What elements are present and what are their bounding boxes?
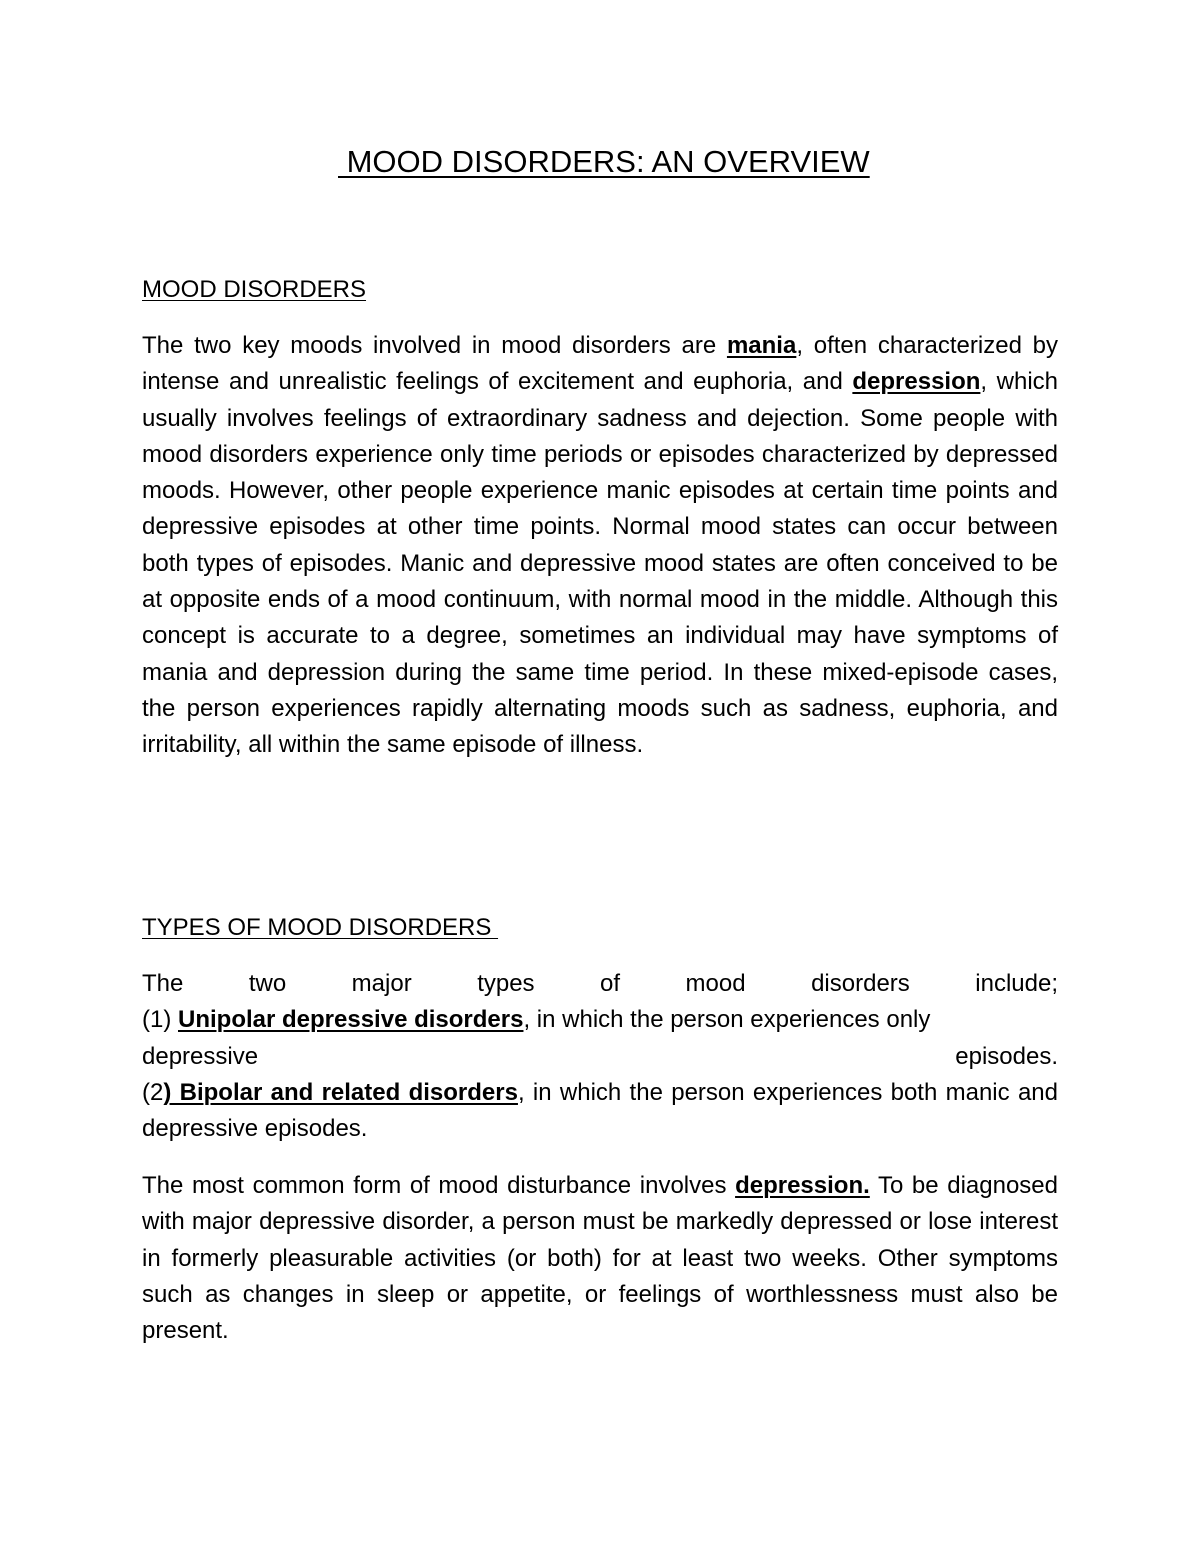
list-intro: The two major types of mood disorders include; — [142, 970, 1058, 997]
list-item-text: , in which the person experiences both manic and depressive episodes. — [142, 1078, 1058, 1143]
section-heading-mood-disorders: MOOD DISORDERS — [142, 276, 367, 303]
list-item-unipolar-continued: depressive episodes. — [142, 1042, 1058, 1070]
section-heading-types: TYPES OF MOOD DISORDERS — [142, 914, 499, 941]
key-term-mania: mania — [726, 332, 797, 359]
paragraph-text: To be diagnosed with major depressive disorder, a person must be markedly depressed or lose interest in formerly pleasurable activities (or both) for at least two weeks. Other symptoms such as changes in sleep or appetite, or feelings of worthlessness must also be present. — [142, 1172, 1058, 1345]
list-item-unipolar — [142, 1002, 1058, 1038]
list-item-text: , in which the person experiences only — [523, 1006, 931, 1034]
paragraph-text: The most common form of mood disturbance involves — [142, 1172, 736, 1199]
list-item-bipolar — [142, 1075, 1058, 1148]
list-item-number: (2 — [142, 1078, 164, 1106]
list-item-number: (1) — [142, 1006, 178, 1034]
paragraph-mood-disorders — [142, 328, 1058, 764]
paragraph-text: , which usually involves feelings of extraordinary sadness and dejection. Some people with mood disorders experience only time periods or episodes characterized by depressed moods. However, other people experience manic episodes at certain time points and depressive episodes at other time points. Normal mood states can occur between both types of episodes. Manic and depressive mood states are often conceived to be at opposite ends of a mood continuum, with normal mood in the middle. Although this concept is accurate to a degree, sometimes an individual may have symptoms of mania and depression during the same time period. In these mixed-episode cases, the person experiences rapidly alternating moods such as sadness, euphoria, and irritability, all within the same episode of illness. — [142, 368, 1058, 759]
key-term-unipolar: Unipolar depressive disorders — [178, 1006, 524, 1034]
paragraph-text: The two key moods involved in mood disorders are — [142, 332, 727, 359]
paragraph-depression — [142, 1168, 1058, 1349]
types-list — [142, 966, 1058, 1147]
page-title: MOOD DISORDERS: AN OVERVIEW — [338, 144, 870, 179]
paragraph-text: , often characterized by intense and unrealistic feelings of excitement and euphoria, and — [142, 332, 1059, 396]
key-term-bipolar: ) Bipolar and related disorders — [163, 1078, 518, 1106]
key-term-depression: depression — [852, 368, 981, 396]
key-term-depression-2: depression. — [735, 1172, 870, 1199]
